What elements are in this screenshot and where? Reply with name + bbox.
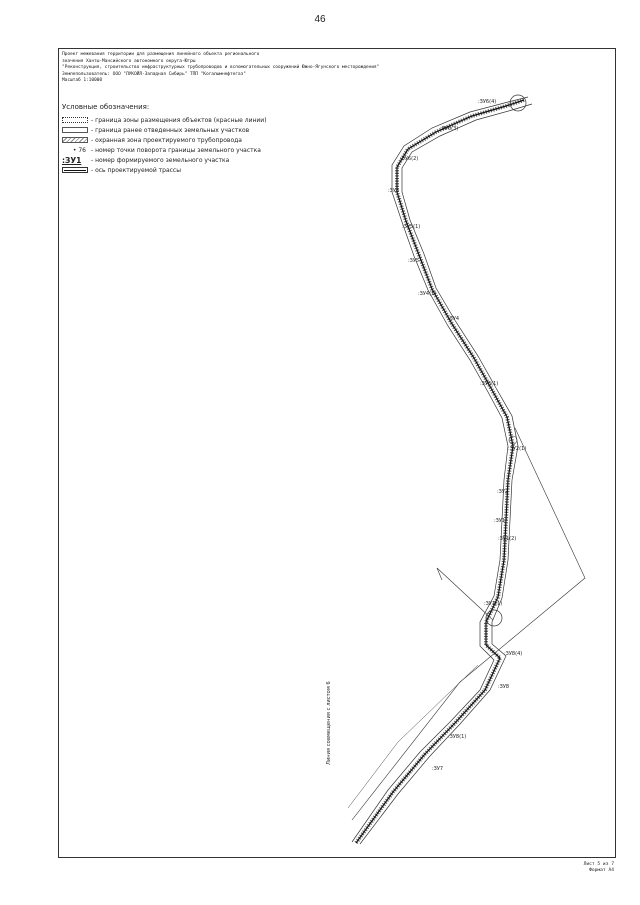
parcel-label: :ЗУ4(1) (418, 291, 437, 297)
legend-label: - номер точки поворота границы земельного участка (91, 146, 261, 154)
parcel-label: :ЗУ7 (432, 766, 444, 772)
legend-label: - ось проектируемой трассы (91, 166, 181, 174)
header-line: Проект межевания территории для размещения линейного объекта регионального (62, 52, 260, 57)
parcel-label: :ЗУ1 (494, 518, 506, 524)
parcel-label: :ЗУ2(1) (508, 446, 527, 452)
zone-boundary (352, 97, 528, 842)
parcel-label: :ЗУ5 (408, 258, 420, 264)
header-line: Масштаб 1:10000 (62, 78, 102, 84)
parcel-label: :ЗУ6(4) (478, 99, 497, 105)
legend-label: - охранная зона проектируемого трубопровода (91, 136, 242, 144)
sheet-number: Лист 5 из 7 (583, 862, 614, 867)
parcel-label: :ЗУ6(2) (400, 156, 419, 162)
legend-title: Условные обозначения: (62, 103, 150, 111)
reference-line (352, 428, 585, 820)
parcel-label: :ЗУ8(4) (504, 651, 523, 657)
parcel-label: :ЗУ1(2) (498, 536, 517, 542)
header-line: Землепользователь: ООО "ЛУКОЙЛ-Западная Сибирь" ТПП "Когалымнефтегаз" (62, 71, 246, 77)
sheet-footer (584, 862, 614, 874)
parcel-label: :ЗУ4 (448, 316, 460, 322)
node-circle (510, 95, 526, 111)
parcel-label: :ЗУ6(3) (440, 126, 459, 132)
legend-label: - граница ранее отведенных земельных участков (91, 126, 250, 134)
parcel-label: :ЗУ1(1) (484, 601, 503, 607)
parcel-label: :ЗУ5(1) (402, 224, 421, 230)
reference-line (437, 568, 493, 620)
parcel-label: :ЗУ6 (388, 188, 400, 194)
header-line: "Реконструкция, строительство инфраструктурных трубопроводов и вспомогательных сооружений Южно-Ягунского месторождения" (62, 65, 380, 71)
turning-point-symbol: • 76 (72, 146, 86, 154)
parcel-label: :ЗУ8 (498, 684, 510, 690)
parcel-number-symbol: :ЗУ1 (62, 155, 82, 165)
match-line-label: Линия совмещения с листом 6 (326, 681, 332, 765)
reference-line (437, 568, 442, 580)
legend-label: - номер формируемого земельного участка (91, 156, 230, 164)
sheet-format: Формат А4 (589, 868, 614, 873)
header-line: значения Ханты-Мансийского автономного округа-Югры (62, 58, 196, 64)
legend-label: - граница зоны размещения объектов (красные линии) (91, 116, 267, 124)
parcel-label: :ЗУ2 (497, 489, 509, 495)
parcel-label: :ЗУ8(1) (448, 734, 467, 740)
parcel-label: :ЗУ3(1) (480, 381, 499, 387)
page-number: 46 (314, 14, 326, 25)
